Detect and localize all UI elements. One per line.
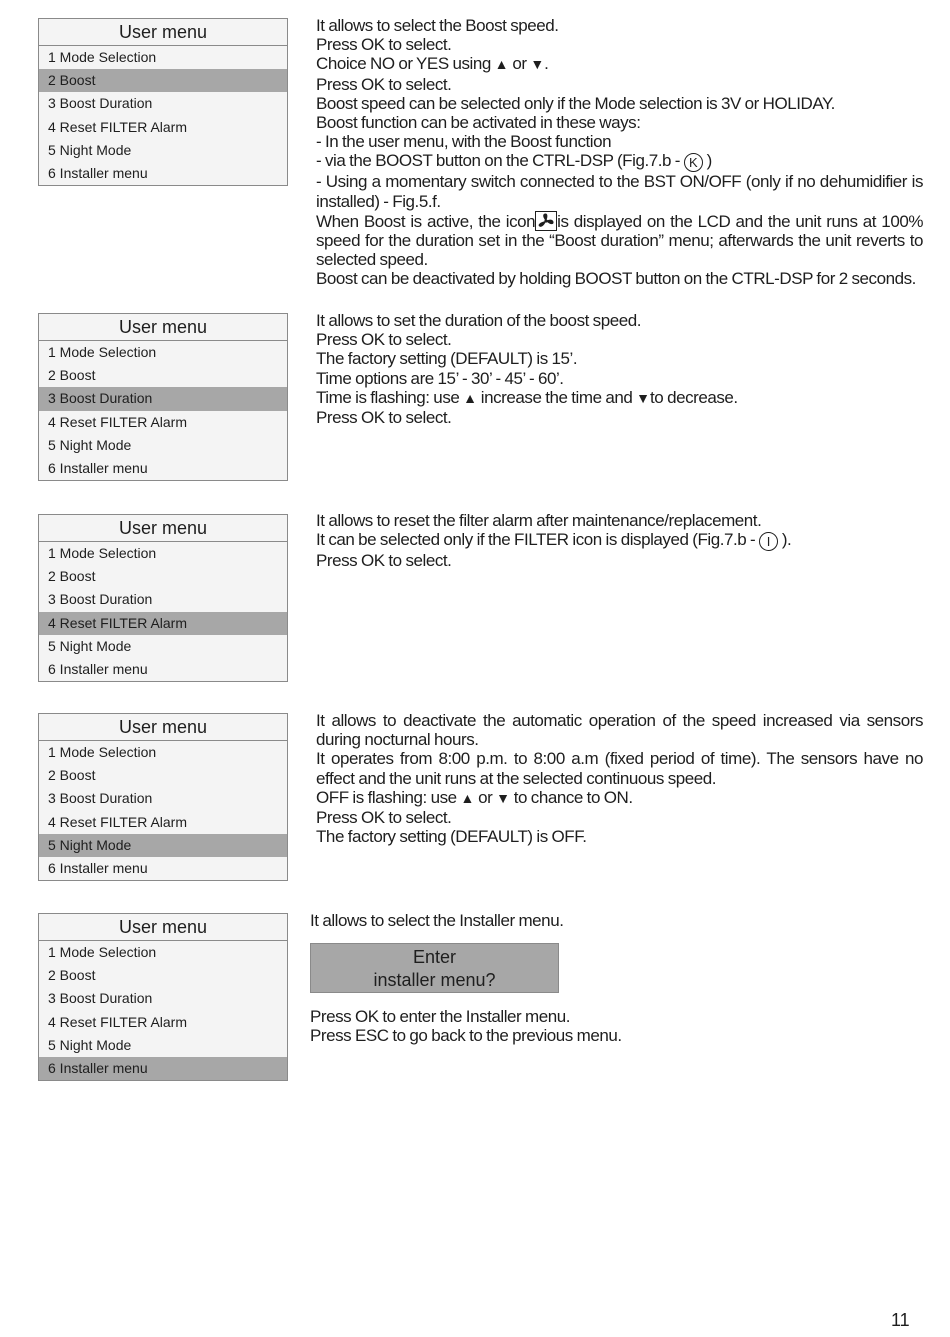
boost-duration-description — [316, 311, 923, 427]
menu-item-installer-menu[interactable]: 6 Installer menu — [48, 164, 148, 181]
menu-item-installer-menu[interactable]: 6 Installer menu — [39, 1057, 287, 1080]
menu-item-installer-menu[interactable]: 6 Installer menu — [48, 859, 148, 876]
text-line: Press ESC to go back to the previous menu. — [310, 1026, 622, 1046]
text-line: Press OK to select. — [316, 330, 452, 350]
text-line: It allows to deactivate the automatic operation of the speed increased via sensors during nocturnal hours. — [316, 711, 923, 750]
text-line: OFF is flashing: use ▲ or ▼ to chance to ON. — [316, 787, 633, 807]
night-mode-description — [316, 711, 923, 846]
text-line: Boost function can be activated in these ways: — [316, 113, 641, 133]
text-line: Press OK to select. — [316, 551, 452, 571]
enter-installer-menu-prompt[interactable] — [310, 943, 559, 993]
text-line: When Boost is active, the icon is displayed on the LCD and the unit runs at 100% speed for the duration set in the “Boost duration” menu; afterwards the unit reverts to selected speed. — [316, 211, 923, 270]
text-line: It allows to set the duration of the boost speed. — [316, 311, 642, 330]
text-line: Choice NO or YES using ▲ or ▼. — [316, 54, 549, 74]
menu-item-reset-filter-alarm[interactable]: 4 Reset FILTER Alarm — [48, 813, 188, 830]
text-line: It allows to reset the filter alarm after maintenance/replacement. — [316, 511, 762, 530]
text-line: Time is flashing: use ▲ increase the time and ▼to decrease. — [316, 387, 738, 407]
text-line: Press OK to select. — [316, 35, 452, 55]
page-number: 11 — [891, 1310, 910, 1330]
menu-item-installer-menu[interactable]: 6 Installer menu — [48, 660, 148, 677]
prompt-line: Enter — [412, 947, 457, 967]
text-line: - via the BOOST button on the CTRL-DSP (Fig.7.b - K ) — [316, 151, 712, 171]
menu-item-night-mode[interactable]: 5 Night Mode — [48, 436, 132, 453]
menu-item-night-mode[interactable]: 5 Night Mode — [48, 1036, 132, 1053]
menu-item-night-mode[interactable]: 5 Night Mode — [48, 637, 132, 654]
menu-item-mode-selection[interactable]: 1 Mode Selection — [48, 344, 157, 360]
text-line: - Using a momentary switch connected to the BST ON/OFF (only if no dehumidifier is installed) - Fig.5.f. — [316, 172, 923, 211]
menu-item-boost[interactable]: 2 Boost — [48, 967, 96, 984]
user-menu-night-mode — [38, 713, 288, 881]
menu-item-mode-selection[interactable]: 1 Mode Selection — [48, 545, 157, 561]
menu-item-mode-selection[interactable]: 1 Mode Selection — [48, 744, 157, 760]
down-arrow-icon: ▼ — [496, 789, 510, 806]
menu-title: User menu — [39, 515, 287, 542]
menu-item-boost-duration[interactable]: 3 Boost Duration — [48, 95, 153, 112]
text-line: The factory setting (DEFAULT) is OFF. — [316, 827, 587, 847]
user-menu-installer — [38, 913, 288, 1081]
down-arrow-icon: ▼ — [530, 56, 545, 73]
text-line: It allows to select the Installer menu. — [310, 911, 564, 930]
menu-title: User menu — [39, 714, 287, 741]
menu-title: User menu — [39, 914, 287, 941]
text-line: It operates from 8:00 p.m. to 8:00 a.m (fixed period of time). The sensors have no effect and the unit runs at the selected continuous speed. — [316, 749, 923, 788]
user-menu-reset-filter — [38, 514, 288, 682]
text-line: Press OK to select. — [316, 74, 452, 94]
menu-item-installer-menu[interactable]: 6 Installer menu — [48, 459, 148, 476]
menu-item-reset-filter-alarm[interactable]: 4 Reset FILTER Alarm — [48, 1013, 188, 1030]
prompt-line: installer menu? — [373, 970, 496, 990]
installer-menu-instructions — [310, 1007, 923, 1045]
menu-item-boost-duration[interactable]: 3 Boost Duration — [48, 990, 153, 1007]
menu-item-reset-filter-alarm[interactable]: 4 Reset FILTER Alarm — [48, 413, 188, 430]
menu-item-night-mode[interactable]: 5 Night Mode — [39, 834, 287, 857]
menu-item-boost[interactable]: 2 Boost — [48, 367, 96, 384]
menu-item-boost[interactable]: 2 Boost — [48, 568, 96, 585]
menu-title: User menu — [39, 314, 287, 341]
installer-menu-description — [310, 911, 923, 930]
menu-item-boost-duration[interactable]: 3 Boost Duration — [39, 387, 287, 410]
menu-item-reset-filter-alarm[interactable]: 4 Reset FILTER Alarm — [48, 118, 188, 135]
filter-i-icon: I — [759, 532, 778, 551]
menu-item-night-mode[interactable]: 5 Night Mode — [48, 141, 132, 158]
text-line: Press OK to select. — [316, 808, 452, 828]
up-arrow-icon: ▲ — [460, 789, 475, 806]
text-line: Press OK to enter the Installer menu. — [310, 1007, 571, 1026]
boost-button-k-icon: K — [684, 153, 703, 172]
text-line: It can be selected only if the FILTER icon is displayed (Fig.7.b - I ). — [316, 530, 792, 550]
reset-filter-description — [316, 511, 923, 570]
up-arrow-icon: ▲ — [494, 56, 509, 73]
menu-item-boost-duration[interactable]: 3 Boost Duration — [48, 790, 153, 807]
text-line: Boost can be deactivated by holding BOOST button on the CTRL-DSP for 2 seconds. — [316, 269, 916, 289]
text-line: It allows to select the Boost speed. — [316, 16, 559, 35]
down-arrow-icon: ▼ — [636, 389, 651, 406]
text-line: - In the user menu, with the Boost function — [316, 132, 612, 152]
user-menu-boost — [38, 18, 288, 186]
up-arrow-icon: ▲ — [463, 389, 478, 406]
menu-item-mode-selection[interactable]: 1 Mode Selection — [48, 49, 157, 65]
menu-item-reset-filter-alarm[interactable]: 4 Reset FILTER Alarm — [39, 612, 287, 635]
menu-item-boost[interactable]: 2 Boost — [48, 767, 96, 784]
boost-description — [316, 16, 923, 289]
text-line: Boost speed can be selected only if the Mode selection is 3V or HOLIDAY. — [316, 93, 835, 113]
user-menu-boost-duration — [38, 313, 288, 481]
text-line: Time options are 15’ - 30’ - 45’ - 60’. — [316, 368, 564, 388]
menu-item-boost-duration[interactable]: 3 Boost Duration — [48, 591, 153, 608]
menu-item-boost[interactable]: 2 Boost — [39, 69, 287, 92]
text-line: The factory setting (DEFAULT) is 15’. — [316, 349, 578, 369]
fan-icon — [535, 211, 557, 231]
menu-title: User menu — [39, 19, 287, 46]
menu-item-mode-selection[interactable]: 1 Mode Selection — [48, 944, 157, 960]
text-line: Press OK to select. — [316, 408, 452, 428]
